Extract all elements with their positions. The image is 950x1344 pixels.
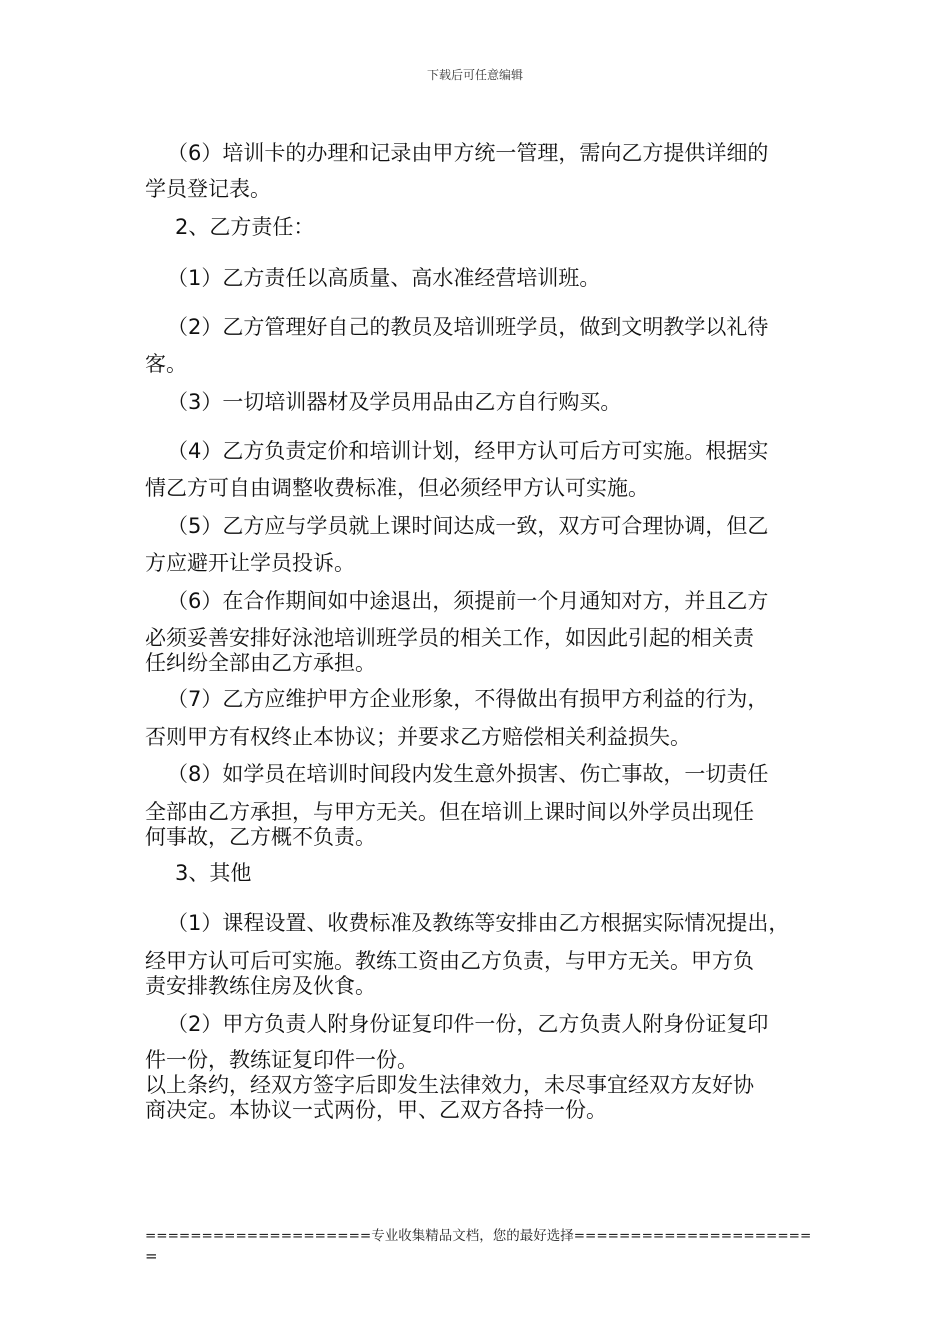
text-line: （6）培训卡的办理和记录由甲方统一管理，需向乙方提供详细的 bbox=[167, 141, 769, 165]
text-line: 学员登记表。 bbox=[145, 177, 271, 201]
text-line: （1）乙方责任以高质量、高水准经营培训班。 bbox=[167, 266, 601, 290]
page-header-note: 下载后可任意编辑 bbox=[426, 68, 523, 82]
text-line: 商决定。本协议一式两份，甲、乙双方各持一份。 bbox=[145, 1098, 607, 1122]
text-line: （1）课程设置、收费标准及教练等安排由乙方根据实际情况提出， bbox=[167, 911, 790, 935]
text-line: （3）一切培训器材及学员用品由乙方自行购买。 bbox=[167, 390, 622, 414]
text-line: 经甲方认可后可实施。教练工资由乙方负责，与甲方无关。甲方负 bbox=[145, 949, 754, 973]
text-line: 以上条约，经双方签字后即发生法律效力，未尽事宜经双方友好协 bbox=[145, 1073, 754, 1097]
text-line: 责安排教练住房及伙食。 bbox=[145, 974, 376, 998]
page-footer-banner: ====================专业收集精品文档，您的最好选择===================== bbox=[145, 1228, 812, 1244]
text-line: 情乙方可自由调整收费标准，但必须经甲方认可实施。 bbox=[145, 476, 649, 500]
text-line: （2）乙方管理好自己的教员及培训班学员，做到文明教学以礼待 bbox=[167, 315, 769, 339]
text-line: （7）乙方应维护甲方企业形象，不得做出有损甲方利益的行为， bbox=[167, 687, 769, 711]
page-footer-banner-continuation: = bbox=[145, 1247, 158, 1265]
text-line: （2）甲方负责人附身份证复印件一份，乙方负责人附身份证复印 bbox=[167, 1012, 769, 1036]
text-line: （6）在合作期间如中途退出，须提前一个月通知对方，并且乙方 bbox=[167, 589, 769, 613]
section-heading: 3、其他 bbox=[175, 861, 252, 885]
text-line: （5）乙方应与学员就上课时间达成一致，双方可合理协调，但乙 bbox=[167, 514, 769, 538]
text-line: 全部由乙方承担，与甲方无关。但在培训上课时间以外学员出现任 bbox=[145, 800, 754, 824]
text-line: 方应避开让学员投诉。 bbox=[145, 551, 355, 575]
text-line: 否则甲方有权终止本协议；并要求乙方赔偿相关利益损失。 bbox=[145, 725, 691, 749]
text-line: 客。 bbox=[145, 352, 187, 376]
text-line: 何事故，乙方概不负责。 bbox=[145, 825, 376, 849]
text-line: 任纠纷全部由乙方承担。 bbox=[145, 651, 376, 675]
text-line: （4）乙方负责定价和培训计划，经甲方认可后方可实施。根据实 bbox=[167, 439, 769, 463]
text-line: 件一份，教练证复印件一份。 bbox=[145, 1048, 418, 1072]
text-line: 必须妥善安排好泳池培训班学员的相关工作，如因此引起的相关责 bbox=[145, 626, 754, 650]
text-line: （8）如学员在培训时间段内发生意外损害、伤亡事故，一切责任 bbox=[167, 762, 769, 786]
section-heading: 2、乙方责任： bbox=[175, 215, 315, 239]
